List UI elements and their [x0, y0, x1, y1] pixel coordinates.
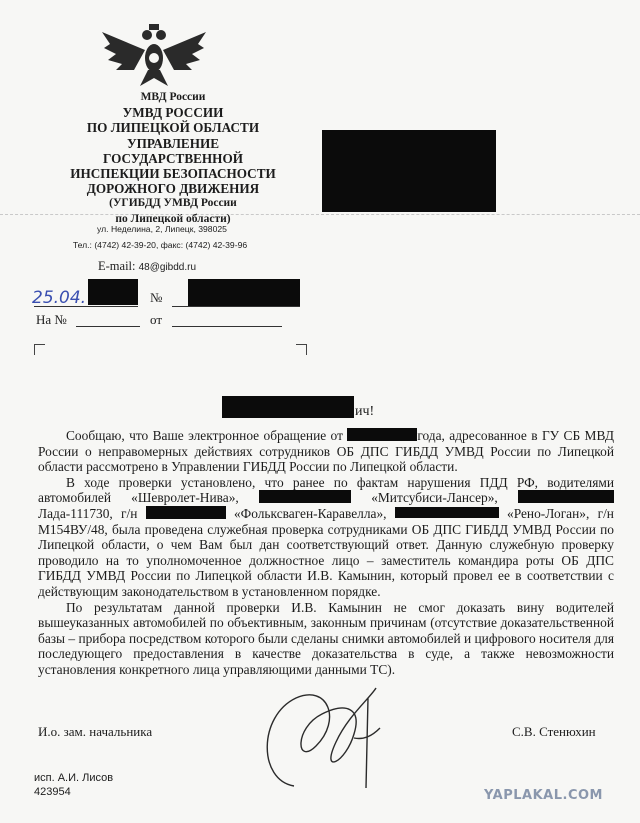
double-headed-eagle-emblem: [100, 22, 208, 88]
phone: Тел.: (4742) 42-39-20, факс: (4742) 42-39-96: [72, 240, 248, 250]
corner-bracket-left: [34, 344, 45, 355]
redacted-date-inline: [347, 428, 417, 441]
from-label: от: [150, 312, 163, 327]
paragraph-text: «Фольксваген-Каравелла»,: [233, 505, 387, 521]
number-label: №: [150, 290, 163, 305]
signatory-name: С.В. Стенюхин: [512, 724, 596, 739]
redacted-plate: [395, 507, 499, 518]
redacted-date: [88, 279, 138, 305]
number-underline: [172, 306, 300, 307]
paragraph-1: [38, 428, 614, 475]
handwritten-date: 25.04.: [32, 288, 87, 308]
address: ул. Неделина, 2, Липецк, 398025: [97, 224, 227, 234]
paragraph-text: Лада-111730, г/н: [38, 505, 138, 521]
letterhead-line: (УГИБДД УМВД России: [109, 197, 237, 210]
letterhead-line: ПО ЛИПЕЦКОЙ ОБЛАСТИ: [86, 120, 260, 136]
watermark: YAPLAKAL.COM: [484, 788, 603, 803]
signatory-position: И.о. зам. начальника: [38, 724, 153, 739]
email-label: E-mail:: [98, 259, 136, 273]
handwritten-signature: [250, 668, 410, 808]
paragraph-text: года, адресованное в ГУ СБ МВД России о неправомерных действиях сотрудников ОБ ДПС ГИБДД УМВД России по Липецкой области рассмотрено в Управлении ГИБДД России по Липецкой области.: [38, 428, 615, 475]
redacted-plate: [146, 506, 226, 519]
email: [98, 259, 196, 274]
date-underline: [34, 306, 138, 307]
in-reply-to-underline: [76, 326, 140, 327]
paragraph-text: По результатам данной проверки И.В. Камынин не смог доказать вину водителей вышеуказанных автомобилей по объективным, законным причинам (отсутствие доказательственной базы – прибора посредством которого были сделаны снимки автомобилей и цифрового носителя для последующего предоставления в качестве доказательства в суде, а также невозможности установления конкретного лица управляющими данными ТС).: [38, 599, 614, 677]
greeting: ич!: [355, 404, 375, 419]
letterhead-line: УМВД РОССИИ: [122, 105, 224, 121]
letterhead-line: УПРАВЛЕНИЕ ГОСУДАРСТВЕННОЙ: [103, 135, 243, 166]
email-value: 48@gibdd.ru: [138, 262, 197, 273]
paragraph-3: [38, 600, 614, 678]
corner-bracket-right: [296, 344, 307, 355]
executor: [34, 771, 113, 799]
letterhead: [58, 90, 288, 227]
paragraph-text: «Рено-Логан», г/н М154ВУ/48, была проведена служебная проверка сотрудниками ОБ ДПС ГИБДД УМВД России по Липецкой области, о чем Вам был дан соответствующий ответ. Данную служебную проверку проводило на то уполномоченное должностное лицо – заместитель командира роты ОБ ДПС ГИБДД УМВД России по Липецкой области И.В. Камынин, который провел ее в соответствии с действующим законодательством в установленном порядке.: [38, 505, 614, 599]
paragraph-text: Сообщаю, что Ваше электронное обращение от: [66, 428, 348, 443]
redacted-plate: [259, 490, 351, 503]
letterhead-line: ИНСПЕКЦИИ БЕЗОПАСНОСТИ: [70, 166, 276, 182]
in-reply-to-label: На №: [36, 312, 67, 327]
redacted-recipient-name: [222, 396, 354, 418]
letterhead-line: по Липецкой области): [115, 212, 231, 225]
redacted-plate: [518, 490, 614, 503]
redacted-number: [188, 279, 300, 306]
from-underline: [172, 326, 282, 327]
paragraph-text: В ходе проверки установлено, что ранее по фактам нарушения ПДД РФ, водителями автомобилей «Шевролет-Нива»,: [38, 474, 614, 506]
executor-phone: 423954: [34, 786, 71, 798]
paragraph-text: «Митсубиси-Лансер»,: [371, 490, 498, 506]
executor-name: исп. А.И. Лисов: [34, 772, 114, 784]
redacted-recipient: [322, 130, 496, 212]
letter-body: [38, 428, 614, 678]
paragraph-2: [38, 475, 614, 600]
letterhead-line: МВД России: [140, 91, 206, 103]
letterhead-line: ДОРОЖНОГО ДВИЖЕНИЯ: [86, 181, 260, 197]
